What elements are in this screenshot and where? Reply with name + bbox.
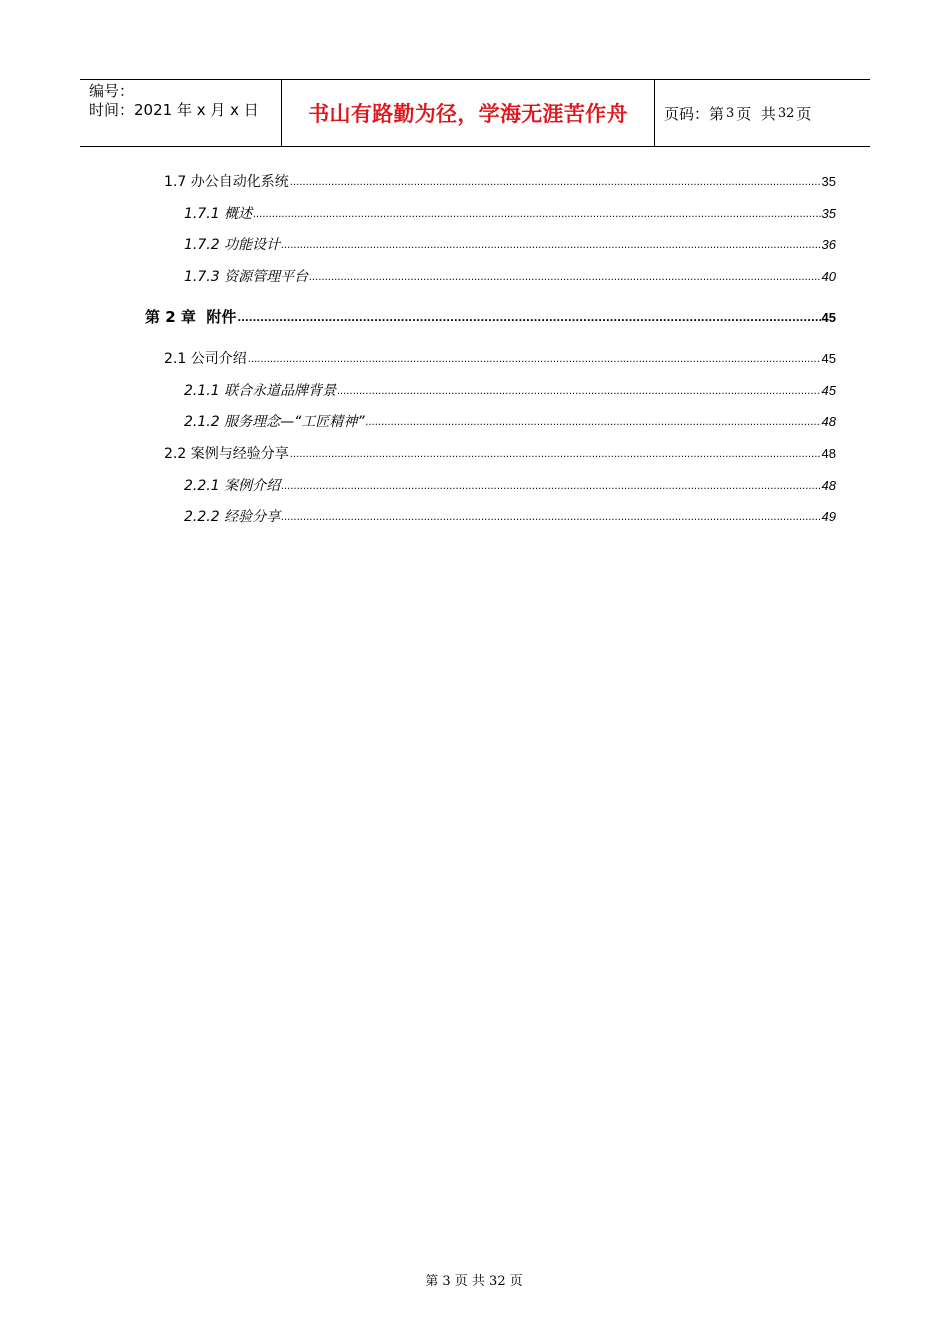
toc-entry[interactable] xyxy=(164,443,836,463)
toc-entry[interactable] xyxy=(184,234,836,254)
toc-entry[interactable] xyxy=(184,506,836,526)
toc-entry-label: 第 2 章 附件 xyxy=(145,308,237,326)
toc-entry-page: 35 xyxy=(821,174,836,189)
toc-entry[interactable] xyxy=(184,203,836,223)
document-number-label: 编号： xyxy=(89,82,135,100)
toc-entry-label: 2.1.2 服务理念—“工匠精神” xyxy=(184,414,365,430)
toc-entry-page: 35 xyxy=(821,206,836,221)
toc-entry-page: 48 xyxy=(821,414,836,429)
toc-entry-page: 48 xyxy=(821,478,836,493)
toc-entry-label: 1.7 办公自动化系统 xyxy=(164,174,289,190)
toc-entry-label: 2.1.1 联合永道品牌背景 xyxy=(184,383,337,399)
toc-entry-label: 1.7.2 功能设计 xyxy=(184,237,281,253)
toc-entry-page: 48 xyxy=(821,446,836,461)
toc-leader-dots xyxy=(253,209,820,220)
toc-entry[interactable] xyxy=(164,171,836,191)
document-time-label: 时间：2021 年 x 月 x 日 xyxy=(89,101,259,119)
toc-leader-dots xyxy=(366,417,821,428)
footer-page-text: 第 3 页 共 32 页 xyxy=(425,1274,523,1289)
header-page-suffix: 页 xyxy=(796,104,812,123)
toc-leader-dots xyxy=(309,272,820,283)
toc-entry-page: 45 xyxy=(821,310,836,325)
toc-leader-dots xyxy=(281,512,820,523)
toc-entry-page: 45 xyxy=(821,351,836,366)
toc-leader-dots xyxy=(290,449,821,460)
toc-entry-page: 40 xyxy=(821,269,836,284)
toc-entry-page: 36 xyxy=(821,237,836,252)
toc-entry[interactable] xyxy=(184,266,836,286)
toc-leader-dots xyxy=(281,481,820,492)
toc-entry-label: 2.1 公司介绍 xyxy=(164,351,247,367)
header-page-current: 3 xyxy=(726,105,735,121)
toc-leader-dots xyxy=(281,240,820,251)
header-meta-cell xyxy=(80,80,282,146)
header-motto: 书山有路勤为径，学海无涯苦作舟 xyxy=(308,102,628,126)
toc-entry-label: 1.7.3 资源管理平台 xyxy=(184,269,309,285)
toc-entry[interactable] xyxy=(164,348,836,368)
header-motto-cell xyxy=(282,80,655,146)
toc-entry-label: 2.2 案例与经验分享 xyxy=(164,446,289,462)
header-page-total: 32 xyxy=(777,105,795,121)
header-page-prefix: 页码：第 xyxy=(664,104,725,123)
page-header xyxy=(80,79,870,147)
toc-leader-dots xyxy=(290,177,821,188)
toc-entry-label: 1.7.1 概述 xyxy=(184,206,253,222)
toc-entry[interactable] xyxy=(184,380,836,400)
toc-leader-dots xyxy=(337,386,820,397)
toc-chapter-entry[interactable] xyxy=(145,306,836,327)
toc-entry-page: 45 xyxy=(821,383,836,398)
header-page-mid: 页 共 xyxy=(736,104,776,123)
toc-entry-page: 49 xyxy=(821,509,836,524)
toc-leader-dots xyxy=(248,354,821,365)
toc-leader-dots xyxy=(237,313,820,324)
toc-entry-label: 2.2.1 案例介绍 xyxy=(184,478,281,494)
toc-entry[interactable] xyxy=(184,411,836,431)
page-footer xyxy=(0,1270,950,1289)
toc-entry[interactable] xyxy=(184,475,836,495)
toc-entry-label: 2.2.2 经验分享 xyxy=(184,509,281,525)
header-page-cell xyxy=(655,80,870,146)
